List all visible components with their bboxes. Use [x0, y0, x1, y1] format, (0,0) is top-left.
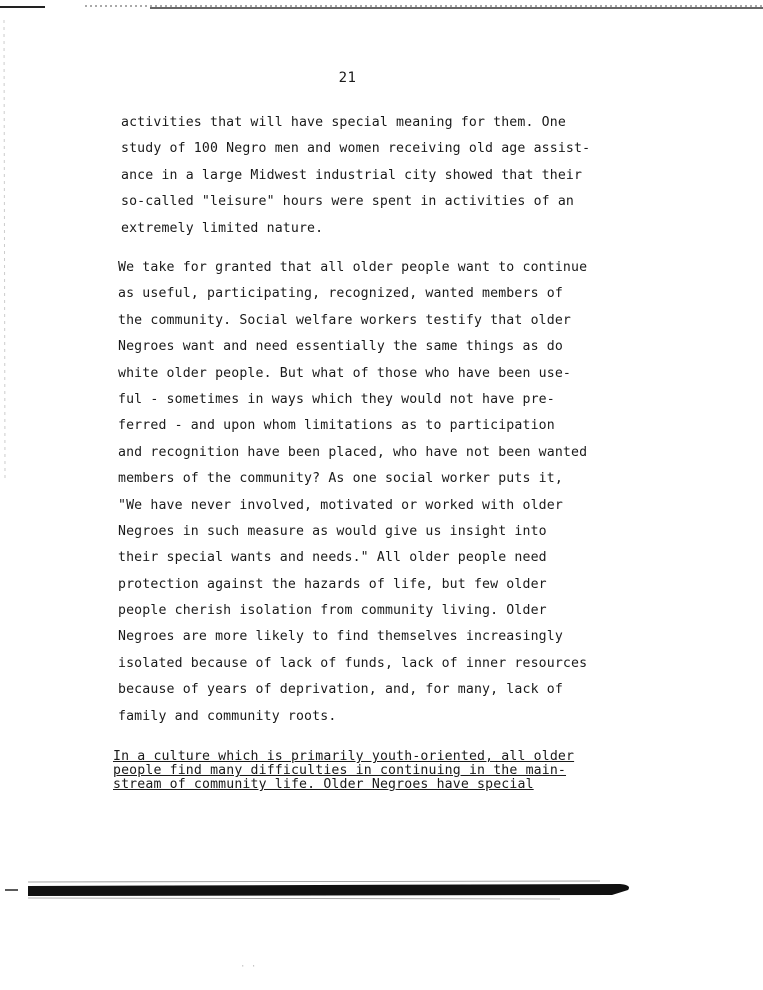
scan-left-edge — [0, 20, 12, 480]
text-line: study of 100 Negro men and women receiving old age assist- — [121, 141, 591, 157]
underlined-text-line: In a culture which is primarily youth-oriented, all older — [113, 749, 575, 764]
page-number: 21 — [338, 70, 357, 86]
text-line: isolated because of lack of funds, lack of inner resources — [118, 655, 588, 671]
text-line: white older people. But what of those who have been use- — [118, 365, 572, 381]
text-line: protection against the hazards of life, but few older — [118, 576, 547, 592]
text-line: so-called "leisure" hours were spent in activities of an — [121, 194, 575, 210]
paragraph-3-underlined — [113, 750, 574, 792]
text-line: members of the community? As one social worker puts it, — [118, 471, 563, 487]
underlined-text-line: stream of community life. Older Negroes have special — [113, 777, 534, 792]
text-line: as useful, participating, recognized, wanted members of — [118, 286, 563, 302]
paragraph-2 — [118, 255, 587, 730]
text-line: Negroes in such measure as would give us insight into — [118, 523, 547, 539]
text-line: because of years of deprivation, and, for many, lack of — [118, 682, 563, 698]
text-line: "We have never involved, motivated or worked with older — [118, 497, 563, 513]
text-line: ance in a large Midwest industrial city showed that their — [121, 167, 583, 183]
text-line: family and community roots. — [118, 708, 337, 724]
paragraph-1 — [121, 110, 590, 242]
text-line: activities that will have special meaning for them. One — [121, 115, 566, 130]
scan-top-edge — [0, 0, 763, 10]
text-line: extremely limited nature. — [121, 220, 324, 236]
text-line: Negroes want and need essentially the same things as do — [118, 339, 563, 355]
text-line: their special wants and needs." All older people need — [118, 550, 547, 566]
text-line: Negroes are more likely to find themselves increasingly — [118, 629, 563, 645]
text-line: the community. Social welfare workers testify that older — [118, 312, 572, 328]
scan-bottom-bar — [0, 878, 763, 908]
text-line: people cherish isolation from community living. Older — [118, 603, 547, 619]
underlined-text-line: people find many difficulties in continuing in the main- — [113, 763, 567, 778]
text-line: ful - sometimes in ways which they would not have pre- — [118, 391, 555, 407]
text-line: ferred - and upon whom limitations as to participation — [118, 418, 555, 434]
text-line: and recognition have been placed, who have not been wanted — [118, 444, 588, 460]
text-line: We take for granted that all older people want to continue — [118, 260, 588, 275]
scan-speck: · · — [240, 962, 257, 972]
